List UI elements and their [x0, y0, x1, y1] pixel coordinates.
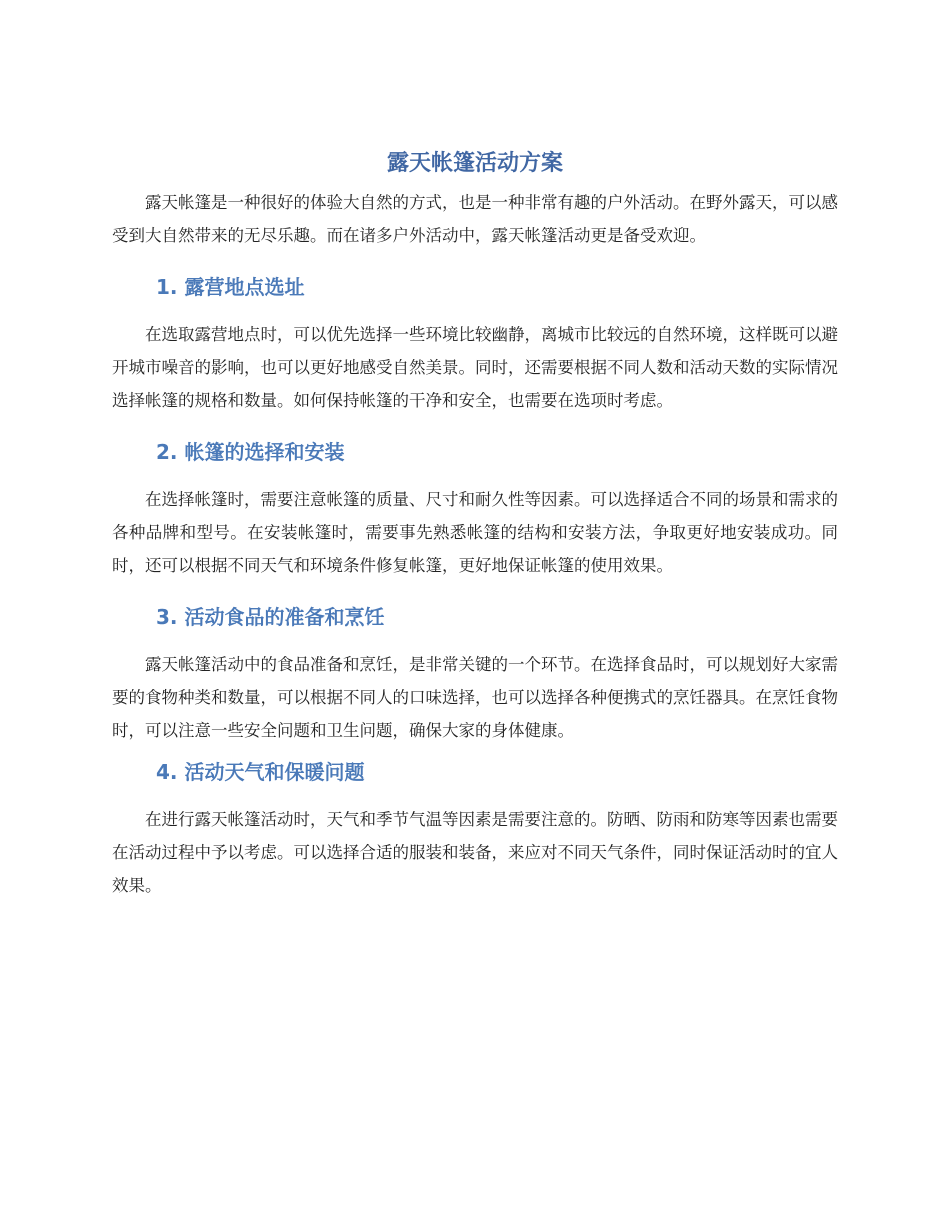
document-title: 露天帐篷活动方案	[386, 151, 563, 176]
section-paragraph-site-selection: 在选取露营地点时，可以优先选择一些环境比较幽静，离城市比较远的自然环境，这样既可以避开城市噪音的影响，也可以更好地感受自然美景。同时，还需要根据不同人数和活动天数的实际情况选择帐篷的规格和数量。如何保持帐篷的干净和安全，也需要在选项时考虑。	[112, 325, 838, 410]
section-heading-food: 3. 活动食品的准备和烹饪	[156, 605, 385, 629]
document-body	[112, 148, 838, 902]
section-paragraph-tent-choice: 在选择帐篷时，需要注意帐篷的质量、尺寸和耐久性等因素。可以选择适合不同的场景和需求的各种品牌和型号。在安装帐篷时，需要事先熟悉帐篷的结构和安装方法，争取更好地安装成功。同时，还可以根据不同天气和环境条件修复帐篷，更好地保证帐篷的使用效果。	[112, 490, 838, 575]
section-heading-tent-choice: 2. 帐篷的选择和安装	[156, 440, 345, 464]
section-heading-site-selection: 1. 露营地点选址	[156, 275, 305, 299]
section-paragraph-food: 露天帐篷活动中的食品准备和烹饪，是非常关键的一个环节。在选择食品时，可以规划好大家需要的食物种类和数量，可以根据不同人的口味选择，也可以选择各种便携式的烹饪器具。在烹饪食物时，可以注意一些安全问题和卫生问题，确保大家的身体健康。	[112, 655, 838, 740]
section-paragraph-weather: 在进行露天帐篷活动时，天气和季节气温等因素是需要注意的。防晒、防雨和防寒等因素也需要在活动过程中予以考虑。可以选择合适的服装和装备，来应对不同天气条件，同时保证活动时的宜人效果。	[112, 810, 838, 895]
section-heading-weather: 4. 活动天气和保暖问题	[156, 760, 365, 784]
intro-paragraph: 露天帐篷是一种很好的体验大自然的方式，也是一种非常有趣的户外活动。在野外露天，可以感受到大自然带来的无尽乐趣。而在诸多户外活动中，露天帐篷活动更是备受欢迎。	[112, 193, 838, 245]
